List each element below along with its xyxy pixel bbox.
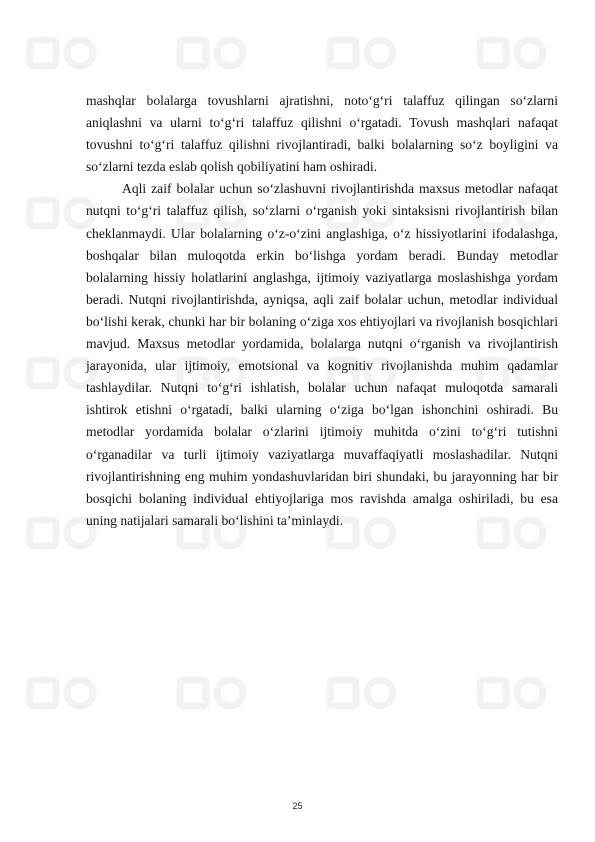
document-body [86,90,558,532]
paragraph-2: Aqli zaif bolalar uchun so‘zlashuvni rivojlantirishda maxsus metodlar nafaqat nutqni to‘g‘ri talaffuz qilish, so‘zlarni o‘rganish yoki sintaksisni rivojlantirish bilan cheklanmaydi. Ular bolalarning o‘z-o‘zini anglashiga, o‘z hissiyotlarini ifodalashga, boshqalar bilan muloqotda erkin bo‘lishga yordam beradi. Bunday metodlar bolalarning hissiy holatlarini anglashga, ijtimoiy vaziyatlarga moslashishga yordam beradi. Nutqni rivojlantirishda, ayniqsa, aqli zaif bolalar uchun, metodlar individual bo‘lishi kerak, chunki har bir bolaning o‘ziga xos ehtiyojlari va rivojlanish bosqichlari mavjud. Maxsus metodlar yordamida, bolalarga nutqni o‘rganish va rivojlantirish jarayonida, ular ijtimoiy, emotsional va kognitiv rivojlanishda muhim qadamlar tashlaydilar. Nutqni to‘g‘ri ishlatish, bolalar uchun nafaqat muloqotda samarali ishtirok etishni o‘rgatadi, balki ularning o‘ziga bo‘lgan ishonchini oshiradi. Bu metodlar yordamida bolalar o‘zlarini ijtimoiy muhitda o‘zini to‘g‘ri tutishni o‘rganadilar va turli ijtimoiy vaziyatlarga muvaffaqiyatli moslashadilar. Nutqni rivojlantirishning eng muhim yondashuvlaridan biri shundaki, bu jarayonning har bir bosqichi bolaning individual ehtiyojlariga mos ravishda amalga oshiriladi, bu esa uning natijalari samarali bo‘lishini ta’minlaydi. [86,181,558,528]
page-number: 25 [292,801,303,811]
paragraph-1: mashqlar bolalarga tovushlarni ajratishni, noto‘g‘ri talaffuz qilingan so‘zlarni aniqlashni va ularni to‘g‘ri talaffuz qilishni o‘rgatadi. Tovush mashqlari nafaqat tovushni to‘g‘ri talaffuz qilishni rivojlantiradi, balki bolalarning so‘z boyligini va so‘zlarni tezda eslab qolish qobiliyatini ham oshiradi. [86,93,558,175]
